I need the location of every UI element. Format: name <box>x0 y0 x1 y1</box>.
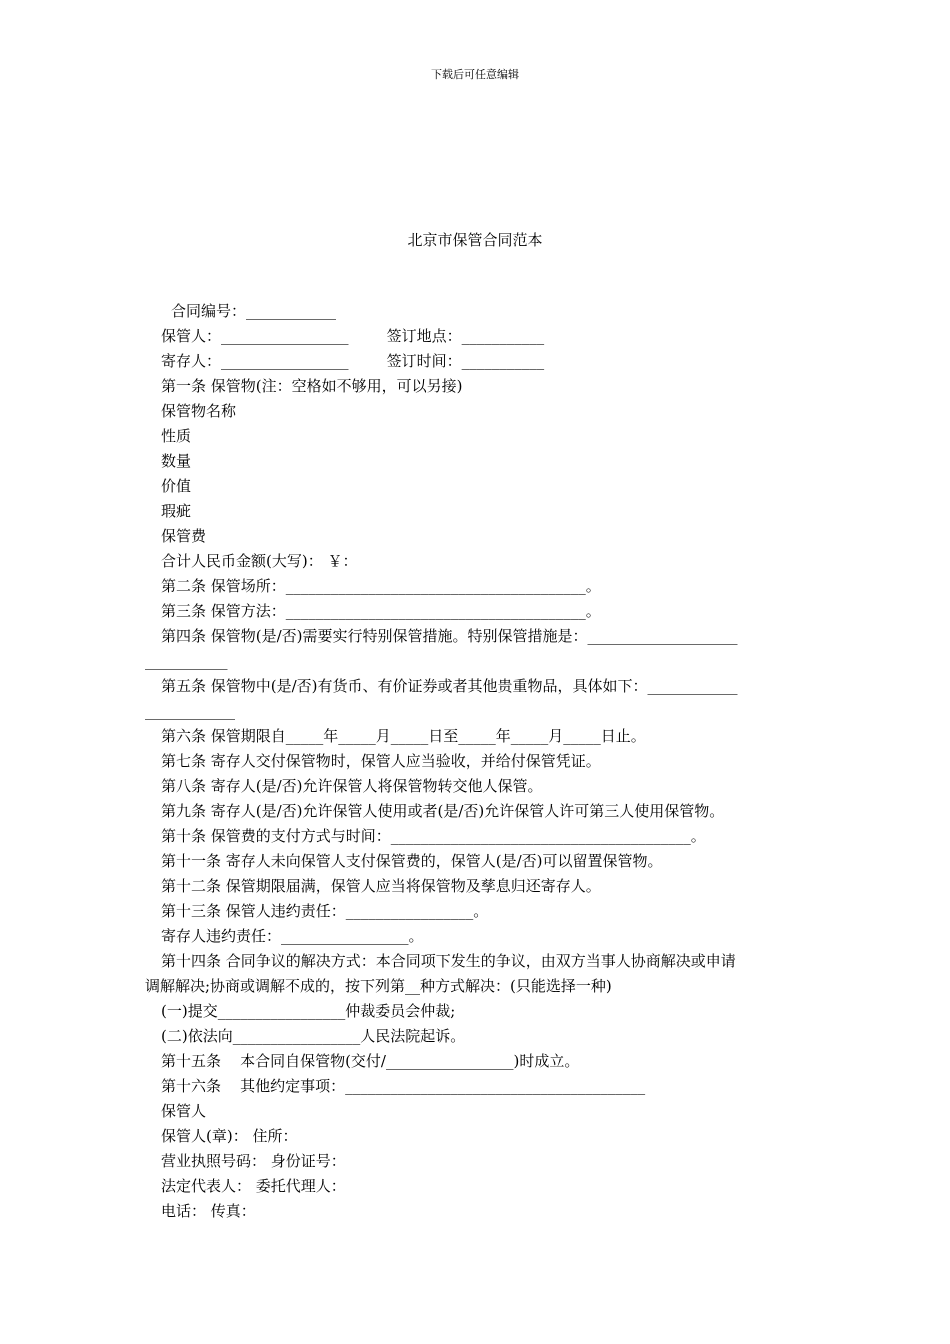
field-fee: 保管费 <box>161 527 207 545</box>
contract-number-line: 合同编号：____________ <box>171 302 337 320</box>
article-11: 第十一条 寄存人未向保管人支付保管费的，保管人(是/否)可以留置保管物。 <box>161 852 663 870</box>
custodian-line: 保管人：_________________ 签订地点：___________ <box>161 327 545 345</box>
article-16: 第十六条 其他约定事项：________________________________________ <box>161 1077 646 1095</box>
option-arbitration: (一)提交_________________仲裁委员会仲裁; <box>161 1002 456 1020</box>
article-13: 第十三条 保管人违约责任：_________________。 <box>161 902 489 920</box>
field-quantity: 数量 <box>161 452 192 470</box>
signature-representative: 法定代表人： 委托代理人： <box>161 1177 346 1195</box>
article-14: 第十四条 合同争议的解决方式：本合同项下发生的争议，由双方当事人协商解决或申请 <box>161 952 736 970</box>
article-4-continued: ___________ <box>145 652 228 670</box>
article-5: 第五条 保管物中(是/否)有货币、有价证券或者其他贵重物品，具体如下：____________ <box>161 677 738 695</box>
signature-license-id: 营业执照号码： 身份证号： <box>161 1152 346 1170</box>
article-8: 第八条 寄存人(是/否)允许保管人将保管物转交他人保管。 <box>161 777 543 795</box>
depositor-line: 寄存人：_________________ 签订时间：___________ <box>161 352 545 370</box>
article-15: 第十五条 本合同自保管物(交付/_________________)时成立。 <box>161 1052 580 1070</box>
article-1: 第一条 保管物(注：空格如不够用，可以另接) <box>161 377 463 395</box>
signature-phone-fax: 电话： 传真： <box>161 1202 256 1220</box>
signature-seal-address: 保管人(章)： 住所： <box>161 1127 298 1145</box>
document-title: 北京市保管合同范本 <box>407 231 543 249</box>
article-4: 第四条 保管物(是/否)需要实行特别保管措施。特别保管措施是：____________________ <box>161 627 738 645</box>
field-item-name: 保管物名称 <box>161 402 237 420</box>
article-9: 第九条 寄存人(是/否)允许保管人使用或者(是/否)允许保管人许可第三人使用保管物。 <box>161 802 725 820</box>
article-5-continued: ____________ <box>145 702 235 720</box>
field-value: 价值 <box>161 477 192 495</box>
article-12: 第十二条 保管期限届满，保管人应当将保管物及孳息归还寄存人。 <box>161 877 601 895</box>
field-total-amount: 合计人民币金额(大写)： ￥： <box>161 552 358 570</box>
article-3: 第三条 保管方法：________________________________________。 <box>161 602 601 620</box>
field-nature: 性质 <box>161 427 192 445</box>
page-header-note: 下载后可任意编辑 <box>431 68 519 81</box>
signature-custodian-heading: 保管人 <box>161 1102 207 1120</box>
article-14-continued: 调解解决;协商或调解不成的，按下列第__种方式解决：(只能选择一种) <box>145 977 612 995</box>
article-7: 第七条 寄存人交付保管物时，保管人应当验收，并给付保管凭证。 <box>161 752 601 770</box>
field-defects: 瑕疵 <box>161 502 192 520</box>
article-13-depositor: 寄存人违约责任：_________________。 <box>161 927 424 945</box>
article-10: 第十条 保管费的支付方式与时间：________________________________________。 <box>161 827 706 845</box>
article-2: 第二条 保管场所：________________________________________。 <box>161 577 601 595</box>
option-court: (二)依法向_________________人民法院起诉。 <box>161 1027 466 1045</box>
article-6: 第六条 保管期限自_____年_____月_____日至_____年_____月_____日止。 <box>161 727 646 745</box>
